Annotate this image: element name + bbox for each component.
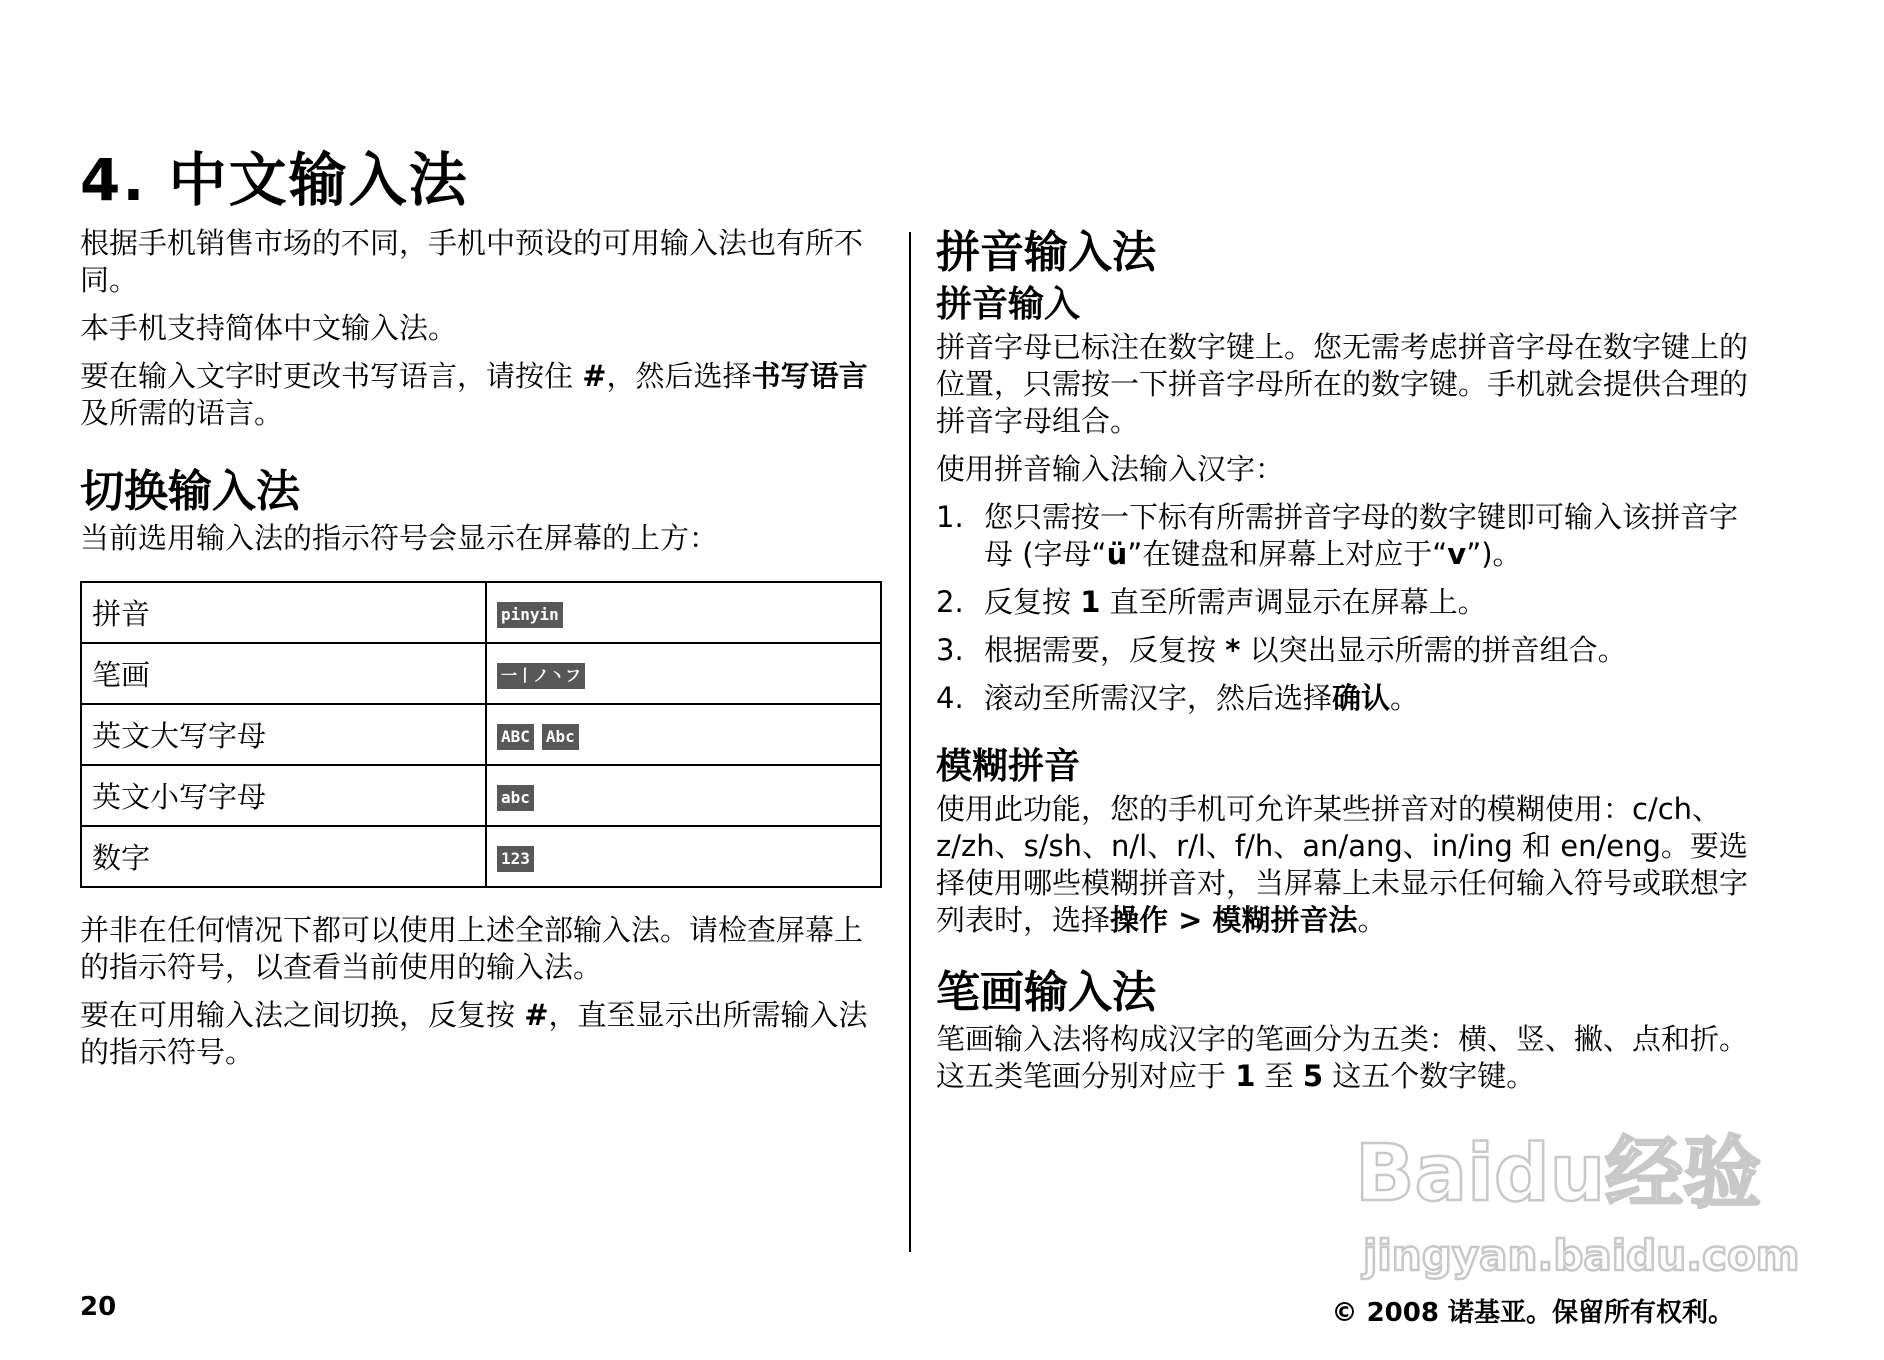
copyright: © 2008 诺基亚。保留所有权利。 [1331, 1298, 1734, 1328]
intro-paragraph: 根据手机销售市场的不同，手机中预设的可用输入法也有所不同。 [80, 226, 864, 297]
list-item: 1. 您只需按一下标有所需拼音字母的数字键即可输入该拼音字母 (字母“ü”在键盘和屏幕上对应于“v”)。 [936, 500, 1739, 571]
table-row [81, 643, 881, 704]
pinyin-description: 拼音字母已标注在数字键上。您无需考虑拼音字母在数字键上的位置，只需按一下拼音字母所在的数字键。手机就会提供合理的拼音字母组合。 [936, 330, 1749, 438]
list-item: 4. 滚动至所需汉字，然后选择确认。 [936, 681, 1420, 715]
switch-heading: 切换输入法 [80, 466, 300, 517]
indicator-icon: Abc [542, 724, 579, 750]
method-name: 拼音 [81, 582, 486, 643]
hash-key: # [524, 998, 549, 1032]
right-column [936, 225, 1751, 1106]
pinyin-subheading: 拼音输入 [936, 284, 1081, 325]
list-item: 3. 根据需要，反复按 * 以突出显示所需的拼音组合。 [936, 633, 1627, 667]
column-divider [909, 232, 911, 1252]
indicator-icon: 一丨ノ丶フ [497, 663, 585, 689]
supported-languages: 本手机支持简体中文输入法。 [80, 311, 458, 345]
fuzzy-subheading: 模糊拼音 [936, 746, 1081, 787]
stroke-paragraph: 笔画输入法将构成汉字的笔画分为五类：横、竖、撇、点和折。这五类笔画分别对应于 1 至 5 这五个数字键。 [936, 1022, 1749, 1093]
indicator-icon: 123 [497, 846, 534, 872]
method-name: 数字 [81, 826, 486, 887]
writing-language-option: 书写语言 [751, 359, 868, 393]
change-language-paragraph: 要在输入文字时更改书写语言，请按住 #，然后选择书写语言及所需的语言。 [80, 359, 868, 430]
confirm-option: 确认 [1332, 681, 1391, 715]
pinyin-steps [936, 499, 1751, 717]
fuzzy-paragraph: 使用此功能，您的手机可允许某些拼音对的模糊使用：c/ch、z/zh、s/sh、n/l、r/l、f/h、an/ang、in/ing 和 en/eng。要选择使用哪些模糊拼音对，当屏幕上未显示任何输入符号或联想字列表时，选择操作 > 模糊拼音法。 [936, 792, 1749, 937]
watermark-brand: Baidu经验 [1355, 1129, 1762, 1219]
method-name: 英文大写字母 [81, 704, 486, 765]
method-name: 笔画 [81, 643, 486, 704]
list-item: 2. 反复按 1 直至所需声调显示在屏幕上。 [936, 585, 1487, 619]
method-name: 英文小写字母 [81, 765, 486, 826]
watermark-url: jingyan.baidu.com [1363, 1231, 1800, 1280]
indicator-icon: abc [497, 785, 534, 811]
toggle-paragraph: 要在可用输入法之间切换，反复按 #，直至显示出所需输入法的指示符号。 [80, 998, 868, 1069]
method-indicator [486, 582, 881, 643]
baidu-watermark [1355, 1120, 1815, 1300]
chapter-title: 4. 中文输入法 [80, 146, 469, 214]
input-method-table [80, 581, 882, 888]
method-indicator [486, 826, 881, 887]
availability-note: 并非在任何情况下都可以使用上述全部输入法。请检查屏幕上的指示符号，以查看当前使用的输入法。 [80, 913, 864, 984]
table-row [81, 704, 881, 765]
method-indicator [486, 704, 881, 765]
stroke-heading: 笔画输入法 [936, 967, 1156, 1018]
indicator-icon: ABC [497, 724, 534, 750]
table-row [81, 582, 881, 643]
page-number: 20 [80, 1292, 117, 1322]
method-indicator [486, 643, 881, 704]
method-indicator [486, 765, 881, 826]
pinyin-heading: 拼音输入法 [936, 227, 1156, 278]
table-row [81, 765, 881, 826]
pinyin-usage-intro: 使用拼音输入法输入汉字： [936, 452, 1285, 486]
indicator-icon: pinyin [497, 602, 563, 628]
table-row [81, 826, 881, 887]
menu-fuzzy-pinyin: 模糊拼音法 [1212, 903, 1358, 937]
left-column [80, 225, 884, 1082]
switch-intro: 当前选用输入法的指示符号会显示在屏幕的上方： [80, 521, 719, 555]
hash-key: # [582, 359, 607, 393]
menu-options: 操作 [1110, 903, 1169, 937]
